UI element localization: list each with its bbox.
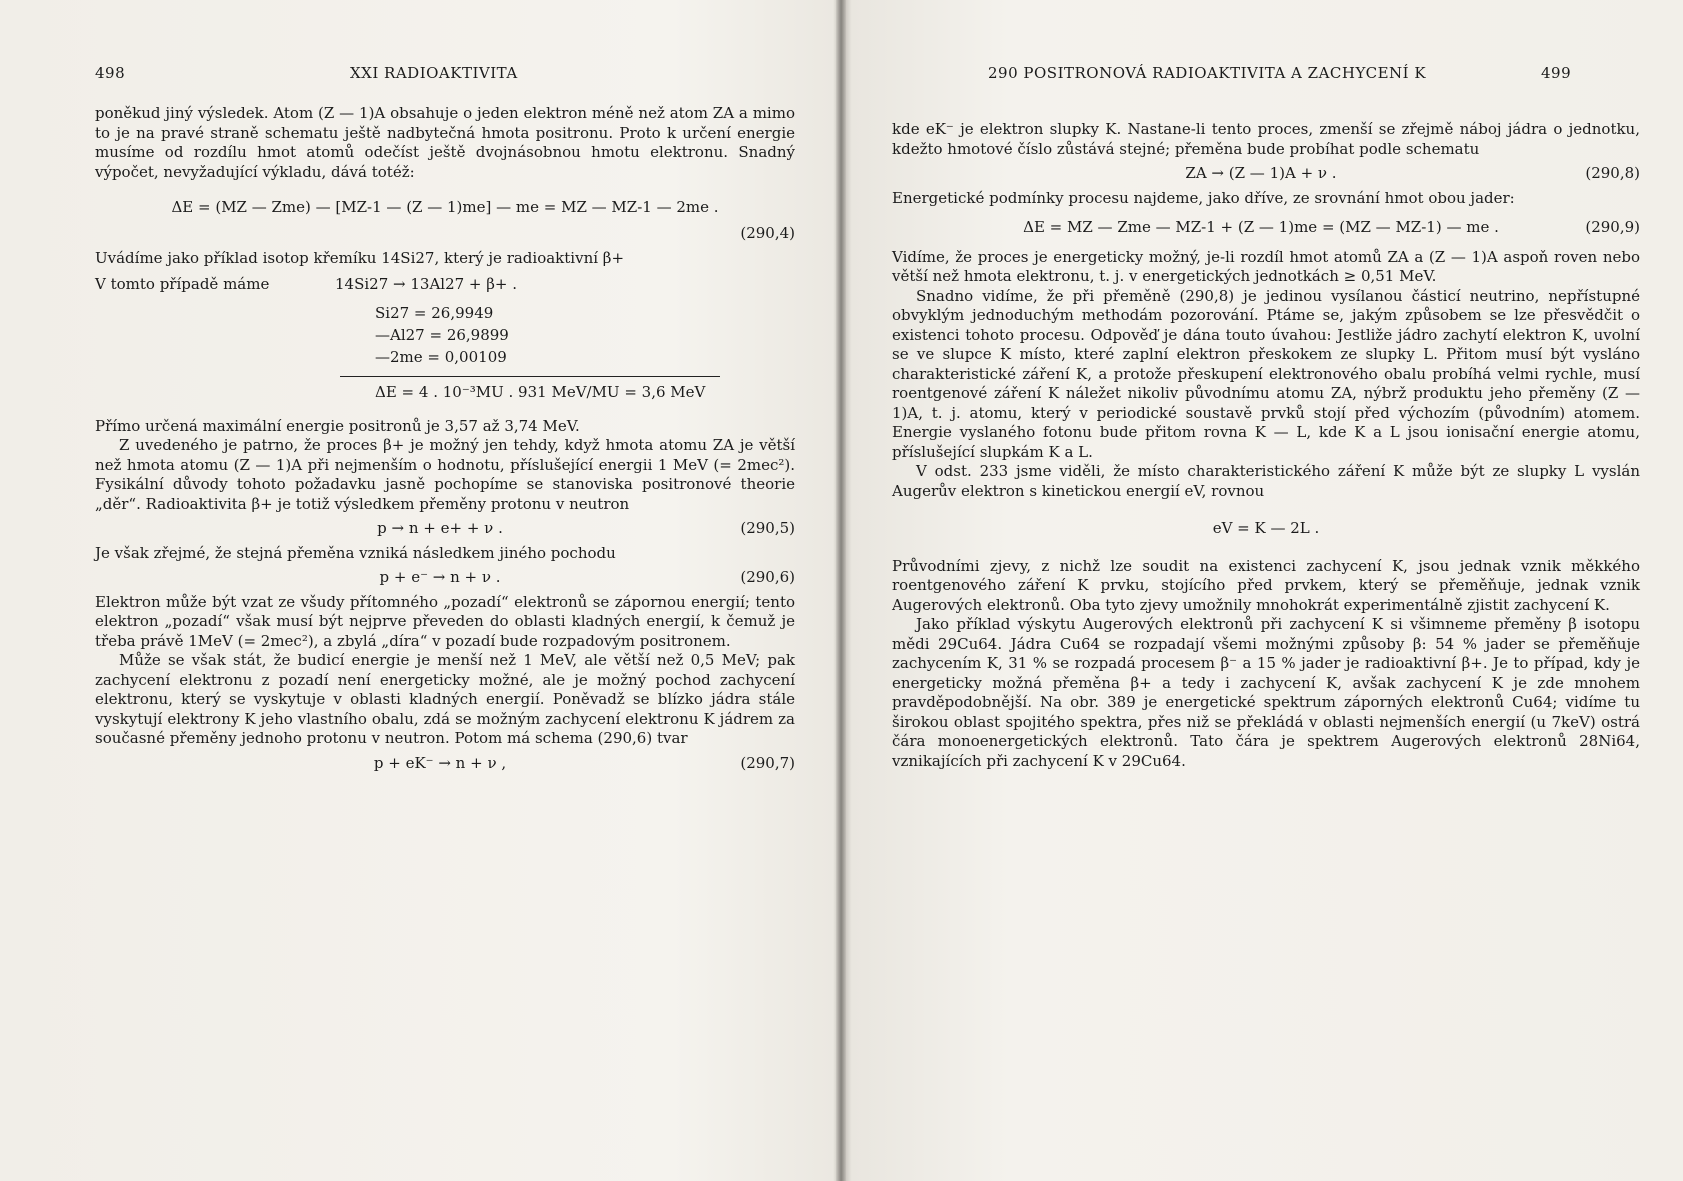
paragraph: Z uvedeného je patrno, že proces β+ je možný jen tehdy, když hmota atomu ZA je větší než hmota atomu (Z — 1)A při nejmenším o hodnotu, příslušející energii 1 MeV (= 2mec²). Fysikální důvody tohoto požadavku jasně pochopíme se stanoviska positronové theorie „děr“. Radioaktivita β+ je totiž výsledkem přeměny protonu v neutron	[95, 436, 795, 513]
equation-number: (290,5)	[740, 519, 795, 537]
calc-divider	[340, 376, 720, 377]
equation: p + e⁻ → n + ν .	[379, 568, 501, 586]
paragraph: Snadno vidíme, že při přeměně (290,8) je jedinou vysílanou částicí neutrino, nepřístupné obvyklým jednoduchým methodám pozorování. Ptáme se, jakým způsobem se lze přesvědčit o existenci tohoto procesu. Odpověď je dána touto úvahou: Jestliže jádro zachytí elektron K, uvolní se ve slupce K místo, které zaplní elektron přeskokem ze slupky L. Přitom musí být vysláno charakteristické záření K, a protože přeskupení elektronového obalu probíhá velmi rychle, musí roentgenové záření K náležet nikoliv původnímu atomu ZA, nýbrž produktu jeho přeměny (Z — 1)A, t. j. atomu, který v periodické soustavě prvků stojí před výchozím (původním) atomem. Energie vyslaného fotonu bude přitom rovna K — L, kde K a L jsou ionisační energie atomu, příslušející slupkám K a L.	[892, 286, 1640, 461]
paragraph: poněkud jiný výsledek. Atom (Z — 1)A obsahuje o jeden elektron méně než atom ZA a mimo to je na pravé straně schematu ještě nadbytečná hmota positronu. Proto k určení energie musíme od rozdílu hmot atomů odečíst ještě dvojnásobnou hmotu elektronu. Snadný výpočet, nevyžadující výkladu, dává totéž:	[95, 104, 795, 181]
calc-result: ΔE = 4 . 10⁻³MU . 931 MeV/MU = 3,6 MeV	[375, 383, 706, 401]
equation-row	[892, 218, 1640, 238]
mass-calculation	[375, 302, 795, 368]
paragraph: Průvodními zjevy, z nichž lze soudit na existenci zachycení K, jsou jednak vznik měkkého roentgenového záření K prvku, stojícího před prvkem, který se přeměňuje, jednak vznik Augerových elektronů. Oba tyto zjevy umožnily mnohokrát experimentálně zjistit zachycení K.	[892, 556, 1640, 614]
calc-row: Si27 = 26,9949	[375, 304, 494, 322]
calc-row: —2me = 0,00109	[375, 348, 507, 366]
equation-number: (290,7)	[740, 753, 795, 772]
paragraph: Elektron může být vzat ze všudy přítomného „pozadí“ elektronů se zápornou energií; tento elektron „pozadí“ však musí být nejprve převeden do oblasti kladných energií, k čemuž je třeba právě 1MeV (= 2mec²), a zbylá „díra“ v pozadí bude rozpadovým positronem.	[95, 592, 795, 650]
reaction-equation: 14Si27 → 13Al27 + β+ .	[335, 274, 518, 293]
equation: eV = K — 2L .	[1212, 519, 1320, 537]
paragraph: Jako příklad výskytu Augerových elektronů při zachycení K si všimneme přeměny β isotopu mědi 29Cu64. Jádra Cu64 se rozpadají všemi možnými způsoby β: 54 % jader se přeměňuje zachycením K, 31 % se rozpadá procesem β⁻ a 15 % jader je radioaktivní β+. Je to případ, kdy je energeticky možná přeměna β+ a tedy i zachycení K, avšak zachycení K je zde mnohem pravděpodobnější. Na obr. 389 je energetické spektrum záporných elektronů Cu64; vidíme tu širokou oblast spojitého spektra, přes niž se překládá v oblasti nejmenších energií (u 7keV) ostrá čára monoenergetických elektronů. Tato čára je spektrem Augerových elektronů 28Ni64, vznikajících při zachycení K v 29Cu64.	[892, 615, 1640, 770]
book-gutter	[836, 0, 846, 1181]
paragraph: Je však zřejmé, že stejná přeměna vzniká následkem jiného pochodu	[95, 543, 616, 562]
case-row	[95, 275, 795, 295]
left-page-body	[95, 104, 795, 778]
equation: ΔE = MZ — Zme — MZ-1 + (Z — 1)me = (MZ — MZ-1) — me .	[1023, 218, 1499, 236]
equation: p + eK⁻ → n + ν ,	[373, 753, 507, 772]
running-title: 290 POSITRONOVÁ RADIOAKTIVITA A ZACHYCENÍ K	[988, 64, 1427, 82]
page-number: 498	[95, 64, 126, 82]
equation-number: (290,4)	[740, 223, 795, 242]
equation-number: (290,9)	[1585, 218, 1640, 236]
equation-row	[892, 164, 1640, 184]
paragraph: Vidíme, že proces je energeticky možný, je-li rozdíl hmot atomů ZA a (Z — 1)A aspoň roven nebo větší než hmota elektronu, t. j. v energetických jednotkách ≥ 0,51 MeV.	[892, 247, 1640, 285]
equation-number: (290,6)	[740, 568, 795, 586]
paragraph: Uvádíme jako příklad isotop křemíku 14Si27, který je radioaktivní β+	[95, 249, 625, 267]
right-page	[846, 0, 1683, 1181]
equation-row	[95, 519, 795, 539]
equation-row	[95, 568, 795, 588]
paragraph: V odst. 233 jsme viděli, že místo charakteristického záření K může být ze slupky L vyslán Augerův elektron s kinetickou energií eV, rovnou	[892, 462, 1640, 500]
paragraph: Přímo určená maximální energie positronů je 3,57 až 3,74 MeV.	[95, 416, 580, 435]
left-page	[0, 0, 836, 1181]
case-label: V tomto případě máme	[95, 274, 270, 293]
equation: ZA → (Z — 1)A + ν .	[1185, 164, 1337, 182]
equation-number: (290,8)	[1585, 164, 1640, 182]
paragraph: Energetické podmínky procesu najdeme, jako dříve, ze srovnání hmot obou jader:	[892, 188, 1515, 207]
paragraph: kde eK⁻ je elektron slupky K. Nastane-li tento proces, zmenší se zřejmě náboj jádra o jednotku, kdežto hmotové číslo zůstává stejné; přeměna bude probíhat podle schematu	[892, 120, 1640, 158]
paragraph: Může se však stát, že budicí energie je menší než 1 MeV, ale větší než 0,5 MeV; pak zachycení elektronu z pozadí není energeticky možné, ale je možný pochod zachycení elektronu, který se vyskytuje v oblasti kladných energií. Poněvadž se blízko jádra stále vyskytují elektrony K jeho vlastního obalu, zdá se možným zachycení elektronu K jádrem za současné přeměny jednoho protonu v neutron. Potom má schema (290,6) tvar	[95, 651, 795, 747]
equation-row	[95, 754, 795, 774]
right-page-body	[892, 120, 1640, 771]
equation: ΔE = (MZ — Zme) — [MZ-1 — (Z — 1)me] — me = MZ — MZ-1 — 2me .	[171, 198, 719, 216]
page-number: 499	[1541, 64, 1572, 82]
running-title: XXI RADIOAKTIVITA	[350, 64, 518, 82]
calc-row: —Al27 = 26,9899	[375, 326, 509, 344]
equation: p → n + e+ + ν .	[377, 519, 503, 537]
